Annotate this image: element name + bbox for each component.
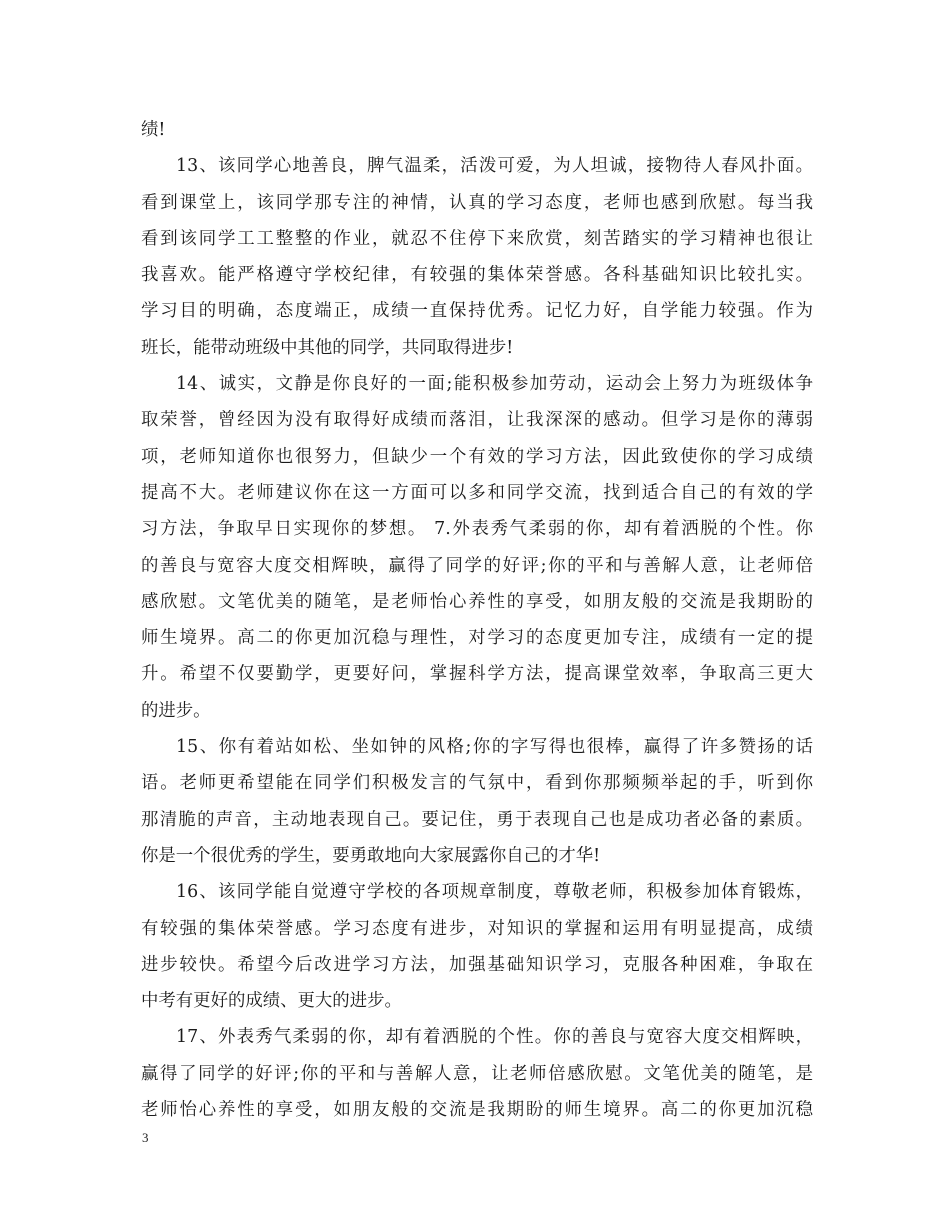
text-line: 看到课堂上，该同学那专注的神情，认真的学习态度，老师也感到欣慰。每当我 [141,192,813,213]
text-line: 师生境界。高二的你更加沉稳与理性，对学习的态度更加专注，成绩有一定的提 [141,628,813,649]
text-line: 那清脆的声音，主动地表现自己。要记住，勇于表现自己也是成功者必备的素质。 [141,809,813,830]
text-line: 14、诚实，文静是你良好的一面;能积极参加劳动，运动会上努力为班级体争 [176,374,813,395]
text-line: 赢得了同学的好评;你的平和与善解人意，让老师倍感欣慰。文笔优美的随笔，是 [141,1063,813,1084]
text-line: 我喜欢。能严格遵守学校纪律，有较强的集体荣誉感。各科基础知识比较扎实。 [141,265,813,286]
text-line: 提高不大。老师建议你在这一方面可以多和同学交流，找到适合自己的有效的学 [141,482,813,503]
page-number: 3 [142,1130,149,1145]
text-line: 17、外表秀气柔弱的你，却有着洒脱的个性。你的善良与宽容大度交相辉映， [176,1027,813,1048]
text-line: 学习目的明确，态度端正，成绩一直保持优秀。记忆力好，自学能力较强。作为 [141,301,813,322]
text-line: 中考有更好的成绩、更大的进步。 [141,991,402,1012]
text-line: 语。老师更希望能在同学们积极发言的气氛中，看到你那频频举起的手，听到你 [141,773,813,794]
text-line: 的进步。 [141,700,211,721]
text-line: 15、你有着站如松、坐如钟的风格;你的字写得也很棒，赢得了许多赞扬的话 [176,737,813,758]
text-line: 的善良与宽容大度交相辉映，赢得了同学的好评;你的平和与善解人意，让老师倍 [141,555,813,576]
text-line: 进步较快。希望今后改进学习方法，加强基础知识学习，克服各种困难，争取在 [141,954,813,975]
text-line: 取荣誉，曾经因为没有取得好成绩而落泪，让我深深的感动。但学习是你的薄弱 [141,410,813,431]
text-line: 班长，能带动班级中其他的同学，共同取得进步! [141,337,514,358]
text-line: 绩! [141,120,166,140]
text-line: 老师怡心养性的享受，如朋友般的交流是我期盼的师生境界。高二的你更加沉稳 [141,1100,813,1121]
text-line: 项，老师知道你也很努力，但缺少一个有效的学习方法，因此致使你的学习成绩 [141,446,813,467]
text-line: 有较强的集体荣誉感。学习态度有进步，对知识的掌握和运用有明显提高，成绩 [141,918,813,939]
text-line: 感欣慰。文笔优美的随笔，是老师怡心养性的享受，如朋友般的交流是我期盼的 [141,591,813,612]
text-line: 习方法，争取早日实现你的梦想。 7.外表秀气柔弱的你，却有着洒脱的个性。你 [141,519,813,540]
text-line: 看到该同学工工整整的作业，就忍不住停下来欣赏，刻苦踏实的学习精神也很让 [141,228,813,249]
text-line: 16、该同学能自觉遵守学校的各项规章制度，尊敬老师，积极参加体育锻炼， [176,882,813,903]
document-body [141,112,813,1128]
text-line: 升。希望不仅要勤学，更要好问，掌握科学方法，提高课堂效率，争取高三更大 [141,664,813,685]
text-line: 你是一个很优秀的学生，要勇敢地向大家展露你自己的才华! [141,845,601,866]
text-line: 13、该同学心地善良，脾气温柔，活泼可爱，为人坦诚，接物待人春风扑面。 [176,156,813,177]
